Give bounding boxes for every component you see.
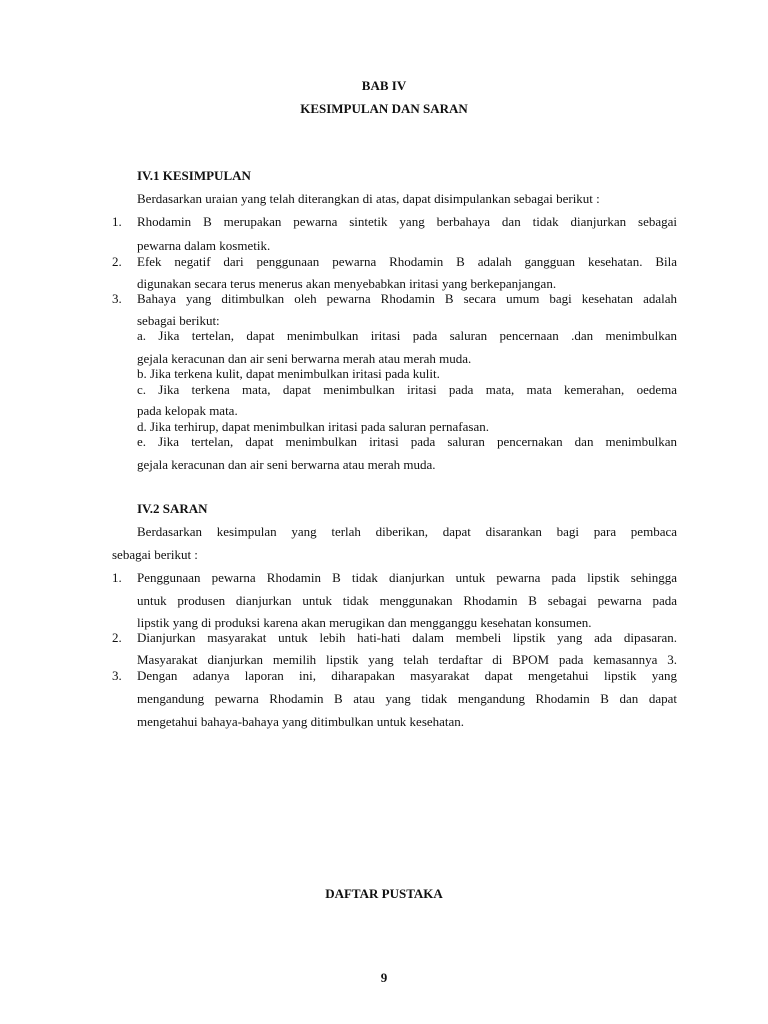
sub-item-a-line1: a. Jika tertelan, dapat menimbulkan iritasi pada saluran pencernaan .dan menimbulkan: [137, 328, 677, 343]
sub-item-d: d. Jika terhirup, dapat menimbulkan iritasi pada saluran pernafasan.: [137, 419, 489, 434]
saran-item-1-line2: untuk produsen dianjurkan untuk tidak menggunakan Rhodamin B sebagai pewarna pada: [137, 593, 677, 608]
chapter-heading: BAB IV: [361, 78, 407, 93]
sub-item-c-line2: pada kelopak mata.: [137, 403, 238, 418]
saran-item-1-line1: Penggunaan pewarna Rhodamin B tidak dianjurkan untuk pewarna pada lipstik sehingga: [137, 570, 677, 585]
sub-item-a-line2: gejala keracunan dan air seni berwarna merah atau merah muda.: [137, 351, 472, 366]
saran-intro-line2: sebagai berikut :: [112, 547, 198, 562]
list-number: 3.: [112, 668, 122, 683]
saran-item-3-line2: mengandung pewarna Rhodamin B atau yang tidak mengandung Rhodamin B dan dapat: [137, 691, 677, 706]
chapter-title: KESIMPULAN DAN SARAN: [300, 101, 468, 116]
sub-item-c-line1: c. Jika terkena mata, dapat menimbulkan iritasi pada mata, mata kemerahan, oedema: [137, 382, 677, 397]
sub-item-e-line1: e. Jika tertelan, dapat menimbulkan iritasi pada saluran pencernakan dan menimbulkan: [137, 434, 677, 449]
list-number: 1.: [112, 570, 122, 585]
kesimpulan-item-3-line2: sebagai berikut:: [137, 313, 220, 328]
sub-item-e-line2: gejala keracunan dan air seni berwarna atau merah muda.: [137, 457, 436, 472]
kesimpulan-item-3-line1: Bahaya yang ditimbulkan oleh pewarna Rhodamin B secara umum bagi kesehatan adalah: [137, 291, 677, 306]
list-number: 3.: [112, 291, 122, 306]
saran-item-3-line1: Dengan adanya laporan ini, diharapakan masyarakat dapat mengetahui lipstik yang: [137, 668, 677, 683]
references-heading: DAFTAR PUSTAKA: [325, 886, 443, 901]
kesimpulan-item-2-line2: digunakan secara terus menerus akan menyebabkan iritasi yang berkepanjangan.: [137, 276, 557, 291]
saran-item-2-line1: Dianjurkan masyarakat untuk lebih hati-hati dalam membeli lipstik yang ada dipasaran.: [137, 630, 677, 645]
kesimpulan-item-2-line1: Efek negatif dari penggunaan pewarna Rhodamin B adalah gangguan kesehatan. Bila: [137, 254, 677, 269]
kesimpulan-intro: Berdasarkan uraian yang telah diterangkan di atas, dapat disimpulankan sebagai berikut :: [137, 191, 600, 206]
list-number: 1.: [112, 214, 122, 229]
section-heading-kesimpulan: IV.1 KESIMPULAN: [137, 168, 251, 183]
page-number: 9: [380, 970, 388, 985]
list-number: 2.: [112, 630, 122, 645]
saran-item-1-line3: lipstik yang di produksi karena akan merugikan dan mengganggu kesehatan konsumen.: [137, 615, 592, 630]
saran-item-2-line2: Masyarakat dianjurkan memilih lipstik yang telah terdaftar di BPOM pada kemasannya 3.: [137, 652, 677, 667]
kesimpulan-item-1-line1: Rhodamin B merupakan pewarna sintetik yang berbahaya dan tidak dianjurkan sebagai: [137, 214, 677, 229]
sub-item-b: b. Jika terkena kulit, dapat menimbulkan iritasi pada kulit.: [137, 366, 440, 381]
saran-intro-line1: Berdasarkan kesimpulan yang terlah diberikan, dapat disarankan bagi para pembaca: [137, 524, 677, 539]
kesimpulan-item-1-line2: pewarna dalam kosmetik.: [137, 238, 271, 253]
saran-item-3-line3: mengetahui bahaya-bahaya yang ditimbulkan untuk kesehatan.: [137, 714, 465, 729]
list-number: 2.: [112, 254, 122, 269]
section-heading-saran: IV.2 SARAN: [137, 501, 208, 516]
